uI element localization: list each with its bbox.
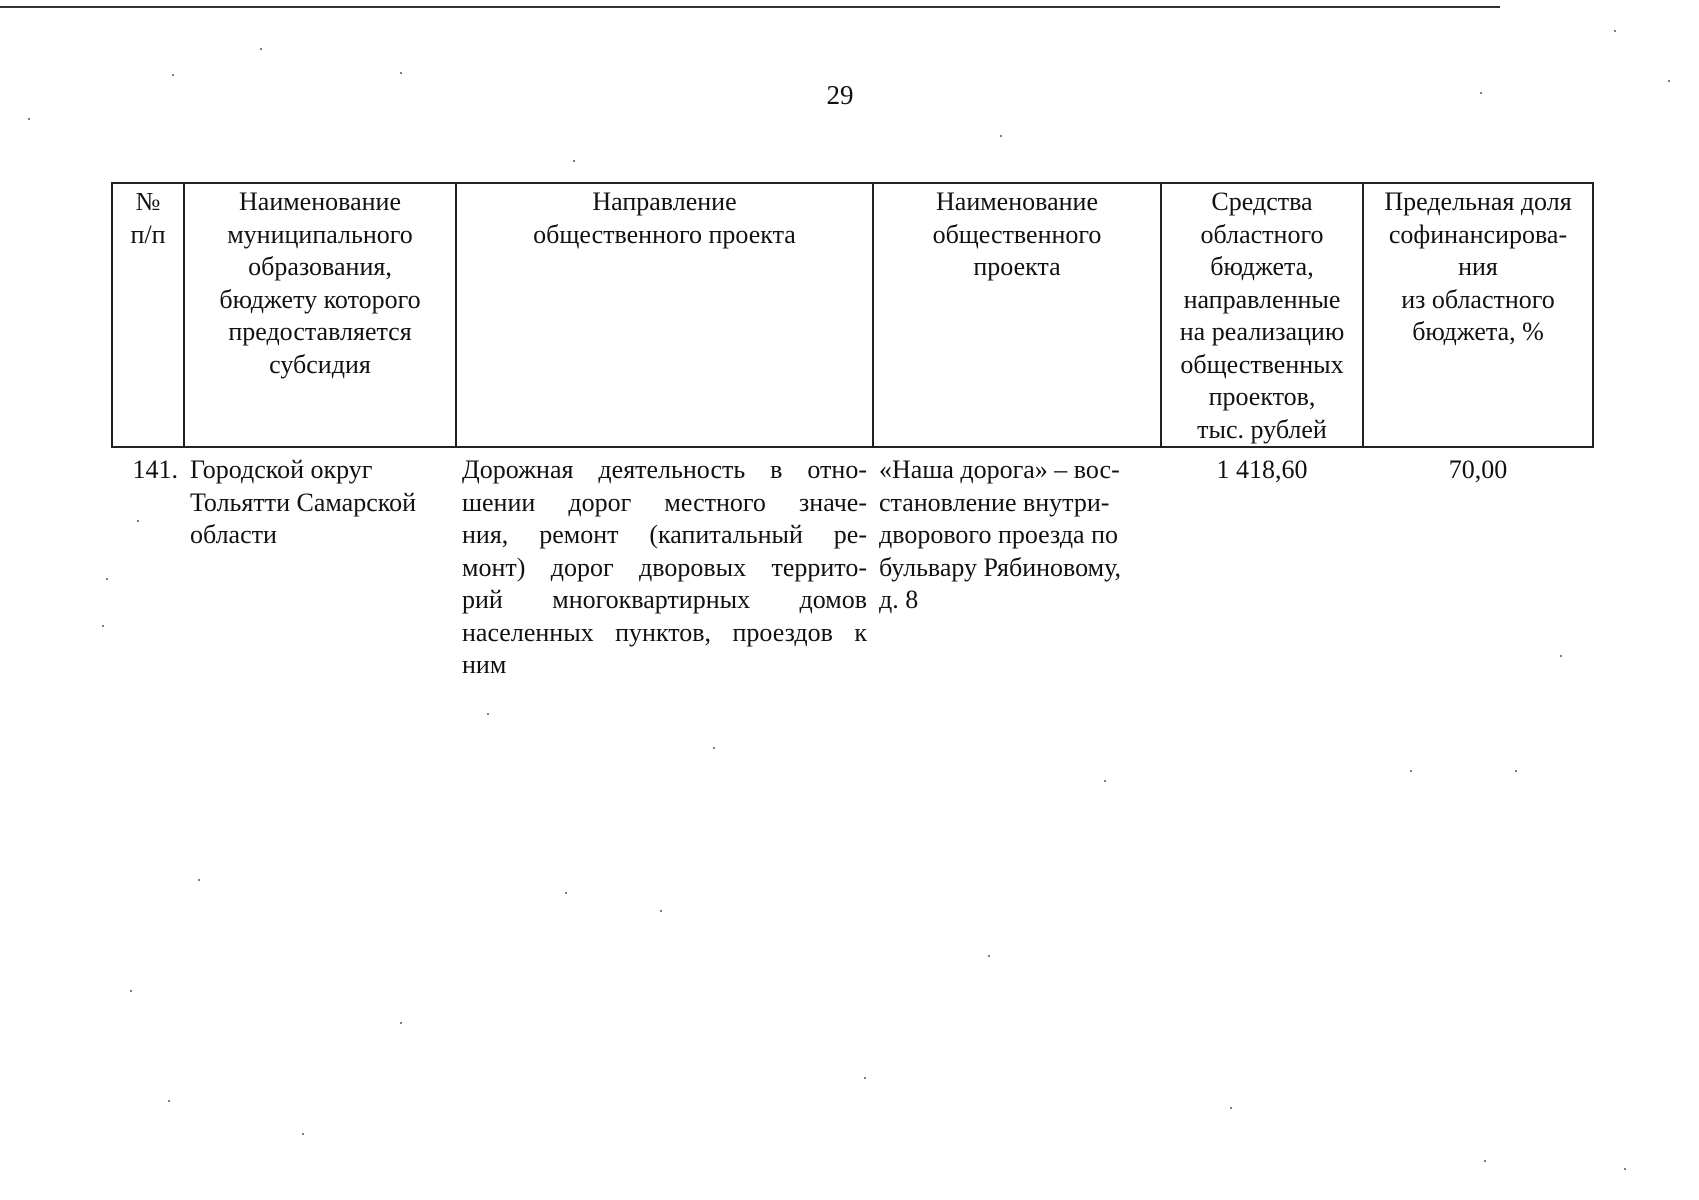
cell-line: Тольятти Самарской bbox=[190, 487, 416, 517]
cell-line: рий многоквартирных домов bbox=[462, 585, 867, 614]
cell-line: шении дорог местного значе- bbox=[462, 487, 867, 517]
cell-line: монт) дорог дворовых террито- bbox=[462, 552, 867, 582]
header-line: из областного bbox=[1401, 284, 1555, 314]
row-cofinancing-share: 70,00 bbox=[1448, 455, 1508, 484]
header-line: общественного bbox=[932, 219, 1102, 249]
cell-line: Дорожная деятельность в отно- bbox=[462, 455, 867, 484]
cell-line: становление внутри- bbox=[879, 487, 1110, 517]
header-line: Предельная доля bbox=[1384, 187, 1572, 216]
header-regional-funds bbox=[1161, 183, 1363, 447]
header-line: на реализацию bbox=[1179, 317, 1345, 346]
header-line: Наименование bbox=[239, 187, 401, 216]
header-line: общественных bbox=[1180, 349, 1344, 379]
header-line: софинансирова- bbox=[1388, 219, 1568, 249]
cell-line: бульвару Рябиновому, bbox=[879, 552, 1121, 582]
row-direction bbox=[456, 447, 873, 682]
header-line: № bbox=[135, 187, 161, 216]
cell-line: населенных пунктов, проездов к bbox=[462, 617, 867, 647]
header-line: Средства bbox=[1211, 187, 1313, 216]
header-line: субсидия bbox=[269, 349, 371, 379]
cell-line: ним bbox=[462, 650, 507, 679]
header-line: Направление bbox=[592, 187, 737, 216]
header-line: образования, bbox=[248, 252, 392, 281]
table-header-row bbox=[112, 183, 1593, 447]
header-line: направленные bbox=[1183, 284, 1341, 314]
header-project-name bbox=[873, 183, 1161, 447]
page-number: 29 bbox=[826, 80, 854, 110]
row-project-name bbox=[873, 447, 1161, 682]
cell-line: ния, ремонт (капитальный ре- bbox=[462, 520, 867, 549]
header-line: ния bbox=[1458, 252, 1498, 281]
header-municipality bbox=[184, 183, 456, 447]
header-line: Наименование bbox=[936, 187, 1098, 216]
header-direction bbox=[456, 183, 873, 447]
header-line: бюджету которого bbox=[219, 284, 421, 314]
row-municipality bbox=[184, 447, 456, 682]
header-line: проекта bbox=[973, 252, 1061, 281]
cell-line: Городской округ bbox=[190, 455, 373, 484]
header-line: общественного проекта bbox=[533, 219, 796, 249]
cell-line: дворового проезда по bbox=[879, 520, 1119, 549]
row-regional-funds: 1 418,60 bbox=[1216, 455, 1308, 484]
cell-line: области bbox=[190, 520, 277, 549]
row-number: 141. bbox=[132, 455, 178, 484]
header-line: областного bbox=[1200, 219, 1324, 249]
top-border-line bbox=[0, 6, 1500, 8]
header-line: тыс. рублей bbox=[1197, 414, 1327, 444]
header-line: проектов, bbox=[1208, 382, 1316, 411]
subsidy-table bbox=[111, 182, 1594, 682]
header-number bbox=[112, 183, 184, 447]
header-line: бюджета, % bbox=[1412, 317, 1544, 346]
header-cofinancing-share bbox=[1363, 183, 1593, 447]
header-line: бюджета, bbox=[1210, 252, 1314, 281]
header-line: предоставляется bbox=[228, 317, 412, 346]
cell-line: д. 8 bbox=[879, 585, 919, 614]
cell-line: «Наша дорога» – вос- bbox=[879, 455, 1120, 484]
header-line: п/п bbox=[130, 219, 166, 249]
header-line: муниципального bbox=[227, 219, 413, 249]
table-row bbox=[112, 447, 1593, 682]
